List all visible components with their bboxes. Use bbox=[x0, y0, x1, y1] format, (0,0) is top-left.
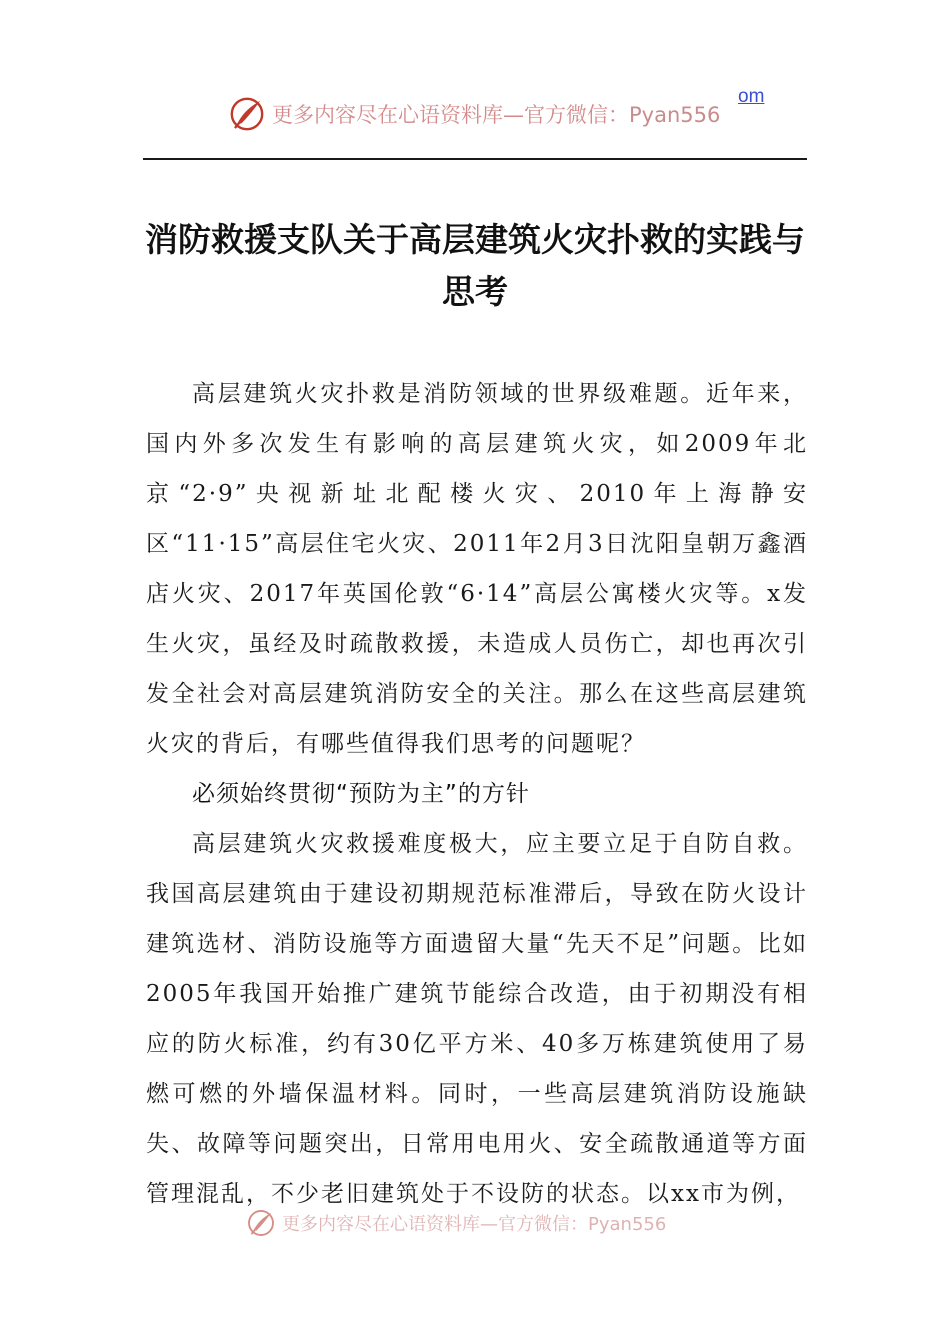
footer-watermark bbox=[246, 1206, 666, 1240]
header-divider bbox=[143, 158, 807, 160]
footer-watermark-text: 更多内容尽在心语资料库—官方微信：Pyan556 bbox=[282, 1214, 667, 1235]
watermark-text: 更多内容尽在心语资料库—官方微信：Pyan556 bbox=[272, 103, 721, 127]
section-heading: 必须始终贯彻“预防为主”的方针 bbox=[192, 781, 530, 807]
header-link[interactable]: om bbox=[738, 86, 765, 107]
header-watermark bbox=[228, 92, 720, 136]
document-body bbox=[146, 369, 808, 1219]
paragraph: 高层建筑火灾救援难度极大，应主要立足于自防自救。我国高层建筑由于建设初期规范标准滞后，导致在防火设计建筑选材、消防设施等方面遗留大量“先天不足”问题。比如2005年我国开始推广建筑节能综合改造，由于初期没有相应的防火标准，约有30亿平方米、40多万栋建筑使用了易燃可燃的外墙保温材料。同时，一些高层建筑消防设施缺失、故障等问题突出，日常用电用火、安全疏散通道等方面管理混乱，不少老旧建筑处于不设防的状态。以xx市为例， bbox=[146, 831, 808, 1207]
paragraph: 高层建筑火灾扑救是消防领域的世界级难题。近年来，国内外多次发生有影响的高层建筑火灾，如2009年北京“2·9”央视新址北配楼火灾、2010年上海静安区“11·15”高层住宅火灾、2011年2月3日沈阳皇朝万鑫酒店火灾、2017年英国伦敦“6·14”高层公寓楼火灾等。x发生火灾，虽经及时疏散救援，未造成人员伤亡，却也再次引发全社会对高层建筑消防安全的关注。那么在这些高层建筑火灾的背后，有哪些值得我们思考的问题呢？ bbox=[146, 381, 808, 757]
document-title: 消防救援支队关于高层建筑火灾扑救的实践与思考 bbox=[145, 220, 805, 311]
quill-logo-icon bbox=[228, 95, 266, 133]
quill-logo-icon bbox=[246, 1208, 276, 1238]
